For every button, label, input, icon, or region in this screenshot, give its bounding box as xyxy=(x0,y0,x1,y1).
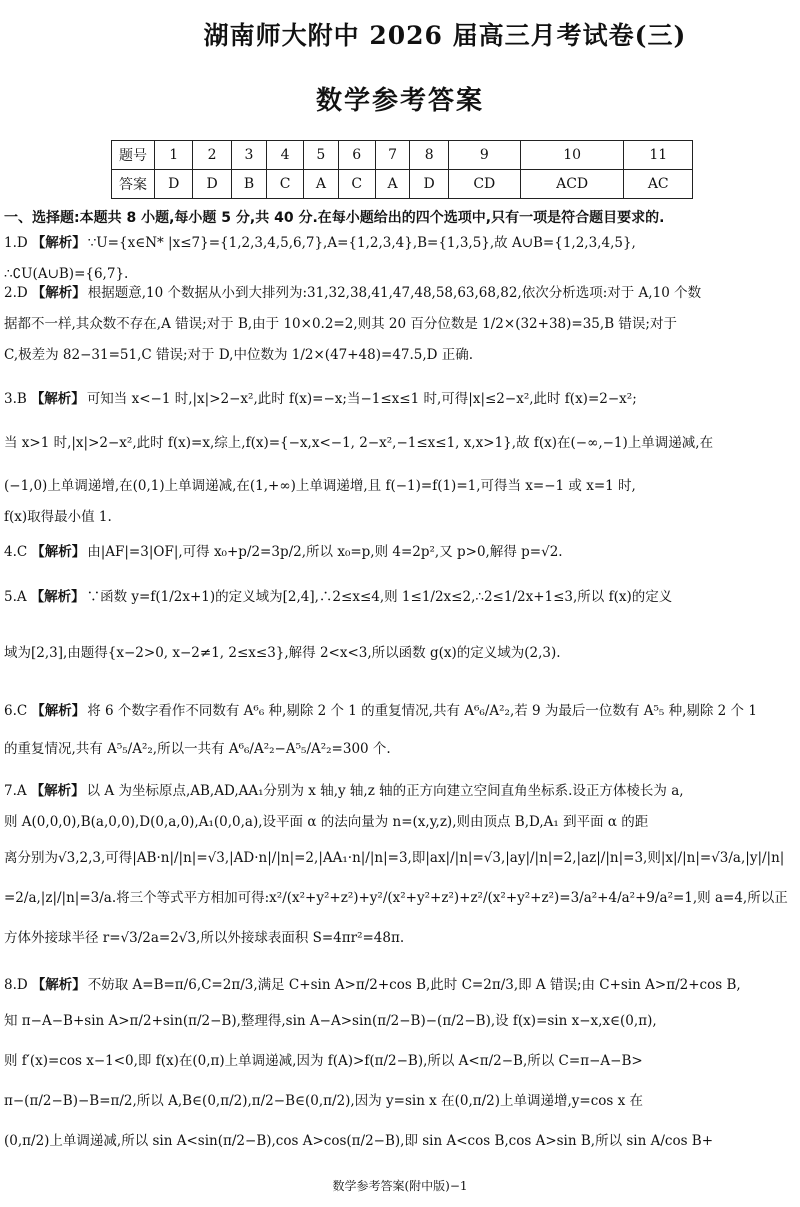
analysis-tag: 【解析】 xyxy=(31,544,86,560)
question-number: 2 xyxy=(193,141,231,170)
solution-number: 4.C xyxy=(4,544,28,560)
solution-line: 以 A 为坐标原点,AB,AD,AA₁分别为 x 轴,y 轴,z 轴的正方向建立空间直角坐标系.设正方体棱长为 a, xyxy=(86,783,684,799)
solution-number: 1.D xyxy=(4,235,28,251)
analysis-tag: 【解析】 xyxy=(31,703,86,719)
answer-cell: A xyxy=(375,170,410,199)
solution-line: 的重复情况,共有 A⁵₅/A²₂,所以一共有 A⁶₆/A²₂−A⁵₅/A²₂=300 个. xyxy=(4,741,391,757)
solution-line: C,极差为 82−31=51,C 错误;对于 D,中位数为 1/2×(47+48)=47.5,D 正确. xyxy=(4,347,474,363)
answer-table-answer-row xyxy=(112,170,693,199)
solution-5 xyxy=(4,582,794,693)
question-number: 8 xyxy=(410,141,448,170)
question-number: 5 xyxy=(303,141,338,170)
solution-line: 离分别为√3,2,3,可得|AB·n|/|n|=√3,|AD·n|/|n|=2,|AA₁·n|/|n|=3,即|ax|/|n|=√3,|ay|/|n|=2,|az|/|n|=3,则|x|/|n|=√3/a,|y|/|n| xyxy=(4,850,785,866)
solution-line: 不妨取 A=B=π/6,C=2π/3,满足 C+sin A>π/2+cos B,此时 C=2π/3,即 A 错误;由 C+sin A>π/2+cos B, xyxy=(87,977,741,993)
row-label-number: 题号 xyxy=(112,141,155,170)
analysis-tag: 【解析】 xyxy=(31,977,86,993)
answer-cell: ACD xyxy=(520,170,624,199)
solution-line: =2/a,|z|/|n|=3/a.将三个等式平方相加可得:x²/(x²+y²+z²)+y²/(x²+y²+z²)+z²/(x²+y²+z²)=3/a²+4/a²+9/a²=1,则 a=4,所以正 xyxy=(4,890,788,906)
solution-line: 域为[2,3],由题得{x−2>0, x−2≠1, 2≤x≤3},解得 2<x<3,所以函数 g(x)的定义域为(2,3). xyxy=(4,645,561,661)
solution-8 xyxy=(4,970,794,1161)
solution-line: 当 x>1 时,|x|>2−x²,此时 f(x)=x,综上,f(x)={−x,x<−1, 2−x²,−1≤x≤1, x,x>1},故 f(x)在(−∞,−1)上单调递减,在 xyxy=(4,435,714,451)
answer-cell: A xyxy=(303,170,338,199)
row-label-answer: 答案 xyxy=(112,170,155,199)
solution-line: (−1,0)上单调递增,在(0,1)上单调递减,在(1,+∞)上单调递增,且 f(−1)=f(1)=1,可得当 x=−1 或 x=1 时, xyxy=(4,478,636,494)
analysis-tag: 【解析】 xyxy=(30,391,85,407)
answer-cell: B xyxy=(231,170,266,199)
solution-line: 知 π−A−B+sin A>π/2+sin(π/2−B),整理得,sin A−A>sin(π/2−B)−(π/2−B),设 f(x)=sin x−x,x∈(0,π), xyxy=(4,1013,657,1029)
analysis-tag: 【解析】 xyxy=(31,285,86,301)
page-subtitle: 数学参考答案 xyxy=(315,86,484,116)
solution-line: 则 A(0,0,0),B(a,0,0),D(0,a,0),A₁(0,0,a),设平面 α 的法向量为 n=(x,y,z),则由顶点 B,D,A₁ 到平面 α 的距 xyxy=(4,814,649,830)
answer-cell: CD xyxy=(448,170,520,199)
analysis-tag: 【解析】 xyxy=(30,783,85,799)
solution-3 xyxy=(4,384,794,533)
solution-number: 5.A xyxy=(4,589,27,605)
question-number: 10 xyxy=(520,141,624,170)
solution-number: 6.C xyxy=(4,703,28,719)
solution-4 xyxy=(4,537,794,568)
answer-table xyxy=(111,140,693,199)
solution-line: ∵U={x∈N* |x≤7}={1,2,3,4,5,6,7},A={1,2,3,4},B={1,3,5},故 A∪B={1,2,3,4,5}, xyxy=(87,235,636,251)
solution-line: 将 6 个数字看作不同数有 A⁶₆ 种,剔除 2 个 1 的重复情况,共有 A⁶₆/A²₂,若 9 为最后一位数有 A⁵₅ 种,剔除 2 个 1 xyxy=(87,703,757,719)
solution-line: (0,π/2)上单调递减,所以 sin A<sin(π/2−B),cos A>cos(π/2−B),即 sin A<cos B,cos A>sin B,所以 sin A/cos B+ xyxy=(4,1133,714,1149)
solution-line: 据都不一样,其众数不存在,A 错误;对于 B,由于 10×0.2=2,则其 20 百分位数是 1/2×(32+38)=35,B 错误;对于 xyxy=(4,316,677,332)
page-footer: 数学参考答案(附中版)−1 xyxy=(332,1179,468,1193)
solution-line: 方体外接球半径 r=√3/2a=2√3,所以外接球表面积 S=4πr²=48π. xyxy=(4,930,405,946)
solution-line: ∵函数 y=f(1/2x+1)的定义域为[2,4],∴2≤x≤4,则 1≤1/2x≤2,∴2≤1/2x+1≤3,所以 f(x)的定义 xyxy=(86,589,673,605)
question-number: 1 xyxy=(155,141,193,170)
question-number: 3 xyxy=(231,141,266,170)
answer-cell: D xyxy=(155,170,193,199)
answer-table-number-row xyxy=(112,141,693,170)
solution-7 xyxy=(4,776,794,958)
analysis-tag: 【解析】 xyxy=(30,589,85,605)
analysis-tag: 【解析】 xyxy=(31,235,86,251)
solution-number: 2.D xyxy=(4,285,28,301)
answer-cell: C xyxy=(267,170,304,199)
solution-line: 则 f′(x)=cos x−1<0,即 f(x)在(0,π)上单调递减,因为 f(A)>f(π/2−B),所以 A<π/2−B,所以 C=π−A−B> xyxy=(4,1053,643,1069)
solution-number: 8.D xyxy=(4,977,28,993)
section-heading: 一、选择题:本题共 8 小题,每小题 5 分,共 40 分.在每小题给出的四个选项中,只有一项是符合题目要求的. xyxy=(4,210,665,226)
answer-cell: D xyxy=(193,170,231,199)
solution-line: 由|AF|=3|OF|,可得 x₀+p/2=3p/2,所以 x₀=p,则 4=2p²,又 p>0,解得 p=√2. xyxy=(87,544,563,560)
answer-cell: C xyxy=(338,170,375,199)
solution-line: π−(π/2−B)−B=π/2,所以 A,B∈(0,π/2),π/2−B∈(0,π/2),因为 y=sin x 在(0,π/2)上单调递增,y=cos x 在 xyxy=(4,1093,644,1109)
answer-cell: AC xyxy=(624,170,693,199)
solution-6 xyxy=(4,696,794,771)
question-number: 11 xyxy=(624,141,693,170)
page-title: 湖南师大附中 2026 届高三月考试卷(三) xyxy=(203,21,687,50)
question-number: 4 xyxy=(267,141,304,170)
solution-line: f(x)取得最小值 1. xyxy=(4,509,112,525)
solution-line: 可知当 x<−1 时,|x|>2−x²,此时 f(x)=−x;当−1≤x≤1 时,可得|x|≤2−x²,此时 f(x)=2−x²; xyxy=(86,391,637,407)
solution-2 xyxy=(4,278,794,371)
solution-number: 7.A xyxy=(4,783,27,799)
solution-line: 根据题意,10 个数据从小到大排列为:31,32,38,41,47,48,58,63,68,82,依次分析选项:对于 A,10 个数 xyxy=(87,285,702,301)
solution-line: ∴∁U(A∪B)={6,7}. xyxy=(4,266,129,282)
question-number: 7 xyxy=(375,141,410,170)
solution-number: 3.B xyxy=(4,391,27,407)
question-number: 9 xyxy=(448,141,520,170)
answer-cell: D xyxy=(410,170,448,199)
question-number: 6 xyxy=(338,141,375,170)
